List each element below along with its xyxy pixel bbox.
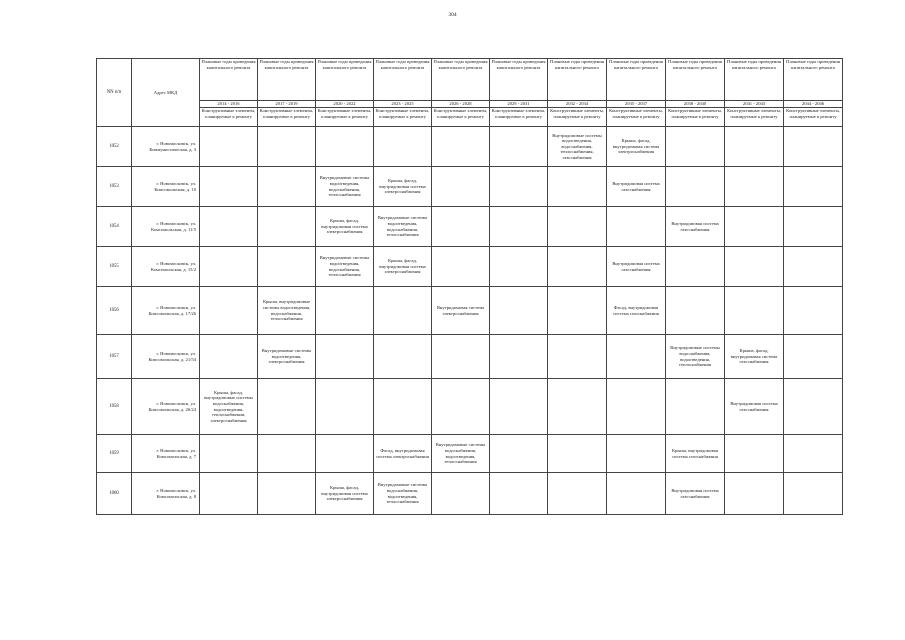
- repair-cell: [258, 167, 316, 207]
- row-number: 1053: [97, 167, 132, 207]
- repair-cell: [432, 167, 490, 207]
- repair-cell: [374, 379, 432, 435]
- table-row: [97, 207, 843, 247]
- repair-cell: [200, 167, 258, 207]
- elements-label: Конструктивные элементы, планируемые к ремонту: [316, 108, 374, 127]
- repair-cell: Внутридомовые системы водоотведения, водоснабжения, теплоснабжения, газоснабжения: [548, 127, 607, 167]
- repair-cell: [200, 247, 258, 287]
- repair-cell: [490, 435, 548, 473]
- repair-cell: [548, 435, 607, 473]
- repair-cell: Крыша, фасад, внутридомовые системы водоснабжения, водоотведения, теплоснабжения, электроснабжения: [200, 379, 258, 435]
- repair-cell: [490, 167, 548, 207]
- repair-cell: [490, 379, 548, 435]
- page-number: 304: [448, 12, 457, 18]
- repair-cell: [316, 335, 374, 379]
- repair-cell: [200, 127, 258, 167]
- repair-cell: [784, 473, 843, 515]
- repair-cell: Внутридомовые системы водоотведения, водоснабжения, теплоснабжения: [316, 247, 374, 287]
- repair-cell: [548, 167, 607, 207]
- repair-cell: [725, 435, 784, 473]
- repair-cell: Крыша, фасад, внутридомовая система электроснабжения: [316, 473, 374, 515]
- period-years: 2026 - 2028: [432, 101, 490, 108]
- repair-cell: Внутридомовые системы водоснабжения, водоотведения, теплоснабжения: [432, 435, 490, 473]
- elements-label: Конструктивные элементы, планируемые к ремонту: [490, 108, 548, 127]
- repair-cell: Внутридомовые системы водоотведения, электроснабжения: [258, 335, 316, 379]
- repair-cell: [432, 247, 490, 287]
- repair-cell: Внутридомовые системы водоснабжения, водоотведения, теплоснабжения: [374, 473, 432, 515]
- repair-cell: [784, 247, 843, 287]
- repair-cell: [548, 287, 607, 335]
- period-title: Плановые годы проведения капитального ремонта: [666, 59, 725, 101]
- elements-label: Конструктивные элементы, планируемые к ремонту: [200, 108, 258, 127]
- repair-cell: [666, 127, 725, 167]
- repair-cell: [432, 335, 490, 379]
- repair-cell: [374, 335, 432, 379]
- repair-cell: Крыша, внутридомовые системы водоотведения, водоснабжения, теплоснабжения: [258, 287, 316, 335]
- table-row: [97, 287, 843, 335]
- repair-cell: [607, 473, 666, 515]
- repair-cell: [200, 287, 258, 335]
- repair-cell: [490, 335, 548, 379]
- repair-cell: [607, 207, 666, 247]
- repair-cell: [607, 379, 666, 435]
- repair-cell: Внутридомовые системы водоотведения, водоснабжения, теплоснабжения: [374, 207, 432, 247]
- row-number: 1060: [97, 473, 132, 515]
- period-title: Плановые годы проведения капитального ремонта: [258, 59, 316, 101]
- period-years: 2038 - 2040: [666, 101, 725, 108]
- repair-cell: Внутридомовая система газоснабжения: [666, 207, 725, 247]
- row-number: 1056: [97, 287, 132, 335]
- repair-cell: [316, 287, 374, 335]
- repair-cell: [725, 127, 784, 167]
- repair-cell: [490, 473, 548, 515]
- repair-cell: [490, 287, 548, 335]
- period-years: 2020 - 2022: [316, 101, 374, 108]
- elements-label: Конструктивные элементы, планируемые к ремонту: [725, 108, 784, 127]
- elements-label: Конструктивные элементы, планируемые к ремонту: [432, 108, 490, 127]
- repair-cell: [490, 247, 548, 287]
- repair-cell: [666, 287, 725, 335]
- repair-cell: [374, 287, 432, 335]
- repair-cell: Внутридомовые системы водоснабжения, водоотведения, теплоснабжения: [666, 335, 725, 379]
- row-address: г. Новомосковск, ул. Комсомольская, д. 11/5: [132, 207, 200, 247]
- repair-cell: [784, 207, 843, 247]
- elements-label: Конструктивные элементы, планируемые к ремонту: [607, 108, 666, 127]
- period-title: Плановые годы проведения капитального ремонта: [607, 59, 666, 101]
- repair-cell: [432, 207, 490, 247]
- repair-cell: [200, 207, 258, 247]
- repair-cell: [316, 435, 374, 473]
- repair-cell: Крыша, фасад, внутридомовая система электроснабжения: [316, 207, 374, 247]
- repair-cell: [316, 379, 374, 435]
- table-row: [97, 435, 843, 473]
- repair-cell: Крыша, фасад, внутридомовая система газоснабжения: [725, 335, 784, 379]
- repair-cell: [548, 335, 607, 379]
- repair-cell: Внутридомовая система газоснабжения: [725, 379, 784, 435]
- repair-cell: [666, 247, 725, 287]
- row-address: г. Новомосковск, ул. Коммунистическая, д. 3: [132, 127, 200, 167]
- period-years: 2032 - 2034: [548, 101, 607, 108]
- row-address: г. Новомосковск, ул. Комсомольская, д. 10: [132, 167, 200, 207]
- period-years: 2017 - 2019: [258, 101, 316, 108]
- row-address: г. Новомосковск, ул. Комсомольская, д. 7: [132, 435, 200, 473]
- table-row: [97, 473, 843, 515]
- repair-cell: [784, 379, 843, 435]
- table-row: [97, 247, 843, 287]
- repair-cell: [548, 247, 607, 287]
- elements-label: Конструктивные элементы, планируемые к ремонту: [666, 108, 725, 127]
- repair-cell: [316, 127, 374, 167]
- period-title: Плановые годы проведения капитального ремонта: [200, 59, 258, 101]
- row-address: г. Новомосковск, ул. Комсомольская, д. 26/24: [132, 379, 200, 435]
- address-header: Адрес МКД: [132, 59, 200, 127]
- table-row: [97, 127, 843, 167]
- repair-cell: Внутридомовая система электроснабжения: [432, 287, 490, 335]
- row-address: г. Новомосковск, ул. Комсомольская, д. 21/54: [132, 335, 200, 379]
- repair-cell: [258, 127, 316, 167]
- repair-cell: [258, 379, 316, 435]
- row-address: г. Новомосковск, ул. Комсомольская, д. 8: [132, 473, 200, 515]
- repair-cell: [258, 435, 316, 473]
- table-row: [97, 167, 843, 207]
- repair-cell: [200, 335, 258, 379]
- repair-cell: Крыша, фасад, внутридомовая система электроснабжения: [374, 247, 432, 287]
- repair-cell: [725, 207, 784, 247]
- period-title: Плановые годы проведения капитального ремонта: [784, 59, 843, 101]
- repair-cell: [784, 287, 843, 335]
- period-title: Плановые годы проведения капитального ремонта: [490, 59, 548, 101]
- repair-cell: [490, 207, 548, 247]
- period-title: Плановые годы проведения капитального ремонта: [316, 59, 374, 101]
- period-title: Плановые годы проведения капитального ремонта: [374, 59, 432, 101]
- period-years: 2023 - 2025: [374, 101, 432, 108]
- period-years: 2044 - 2046: [784, 101, 843, 108]
- repair-cell: [784, 335, 843, 379]
- repair-cell: [490, 127, 548, 167]
- row-number: 1057: [97, 335, 132, 379]
- repair-cell: [432, 379, 490, 435]
- period-title: Плановые годы проведения капитального ремонта: [548, 59, 607, 101]
- period-years: 2029 - 2031: [490, 101, 548, 108]
- period-years: 2035 - 2037: [607, 101, 666, 108]
- period-title: Плановые годы проведения капитального ремонта: [432, 59, 490, 101]
- repair-cell: [258, 247, 316, 287]
- repair-cell: [432, 473, 490, 515]
- row-number: 1055: [97, 247, 132, 287]
- repair-cell: Внутридомовая система газоснабжения: [607, 167, 666, 207]
- repair-cell: [548, 379, 607, 435]
- repair-cell: [666, 379, 725, 435]
- row-number: 1052: [97, 127, 132, 167]
- repair-cell: [548, 207, 607, 247]
- repair-cell: [200, 473, 258, 515]
- repair-cell: [258, 207, 316, 247]
- repair-cell: Внутридомовая система газоснабжения: [607, 247, 666, 287]
- repair-cell: [200, 435, 258, 473]
- elements-label: Конструктивные элементы, планируемые к ремонту: [374, 108, 432, 127]
- repair-cell: [784, 127, 843, 167]
- period-years: 2041 - 2043: [725, 101, 784, 108]
- repair-cell: [725, 167, 784, 207]
- row-number: 1058: [97, 379, 132, 435]
- repair-cell: [725, 247, 784, 287]
- repair-cell: [666, 167, 725, 207]
- repair-cell: [607, 435, 666, 473]
- period-title: Плановые годы проведения капитального ремонта: [725, 59, 784, 101]
- repair-cell: Внутридомовая система газоснабжения: [666, 473, 725, 515]
- repair-cell: Фасад, внутридомовая система электроснабжения: [374, 435, 432, 473]
- repair-cell: Внутридомовые системы водоотведения, водоснабжения, теплоснабжения: [316, 167, 374, 207]
- repair-cell: [784, 435, 843, 473]
- repair-cell: [725, 287, 784, 335]
- capital-repair-table: [96, 58, 843, 515]
- row-number: 1054: [97, 207, 132, 247]
- elements-label: Конструктивные элементы, планируемые к ремонту: [548, 108, 607, 127]
- repair-cell: Крыша, фасад, внутридомовая система электроснабжения: [374, 167, 432, 207]
- elements-label: Конструктивные элементы, планируемые к ремонту: [258, 108, 316, 127]
- table-row: [97, 379, 843, 435]
- repair-cell: [374, 127, 432, 167]
- repair-cell: [784, 167, 843, 207]
- period-years: 2014 - 2016: [200, 101, 258, 108]
- row-number: 1059: [97, 435, 132, 473]
- row-address: г. Новомосковск, ул. Комсомольская, д. 15/2: [132, 247, 200, 287]
- repair-cell: [607, 335, 666, 379]
- nn-header: NN п/п: [97, 59, 132, 127]
- repair-cell: Крыша, фасад, внутридомовая система электроснабжения: [607, 127, 666, 167]
- repair-cell: Фасад, внутридомовая система газоснабжения: [607, 287, 666, 335]
- repair-cell: [432, 127, 490, 167]
- table-row: [97, 335, 843, 379]
- repair-cell: Крыша, внутридомовая система газоснабжения: [666, 435, 725, 473]
- row-address: г. Новомосковск, ул. Комсомольская, д. 17/26: [132, 287, 200, 335]
- elements-label: Конструктивные элементы, планируемые к ремонту: [784, 108, 843, 127]
- repair-cell: [548, 473, 607, 515]
- repair-cell: [725, 473, 784, 515]
- repair-cell: [258, 473, 316, 515]
